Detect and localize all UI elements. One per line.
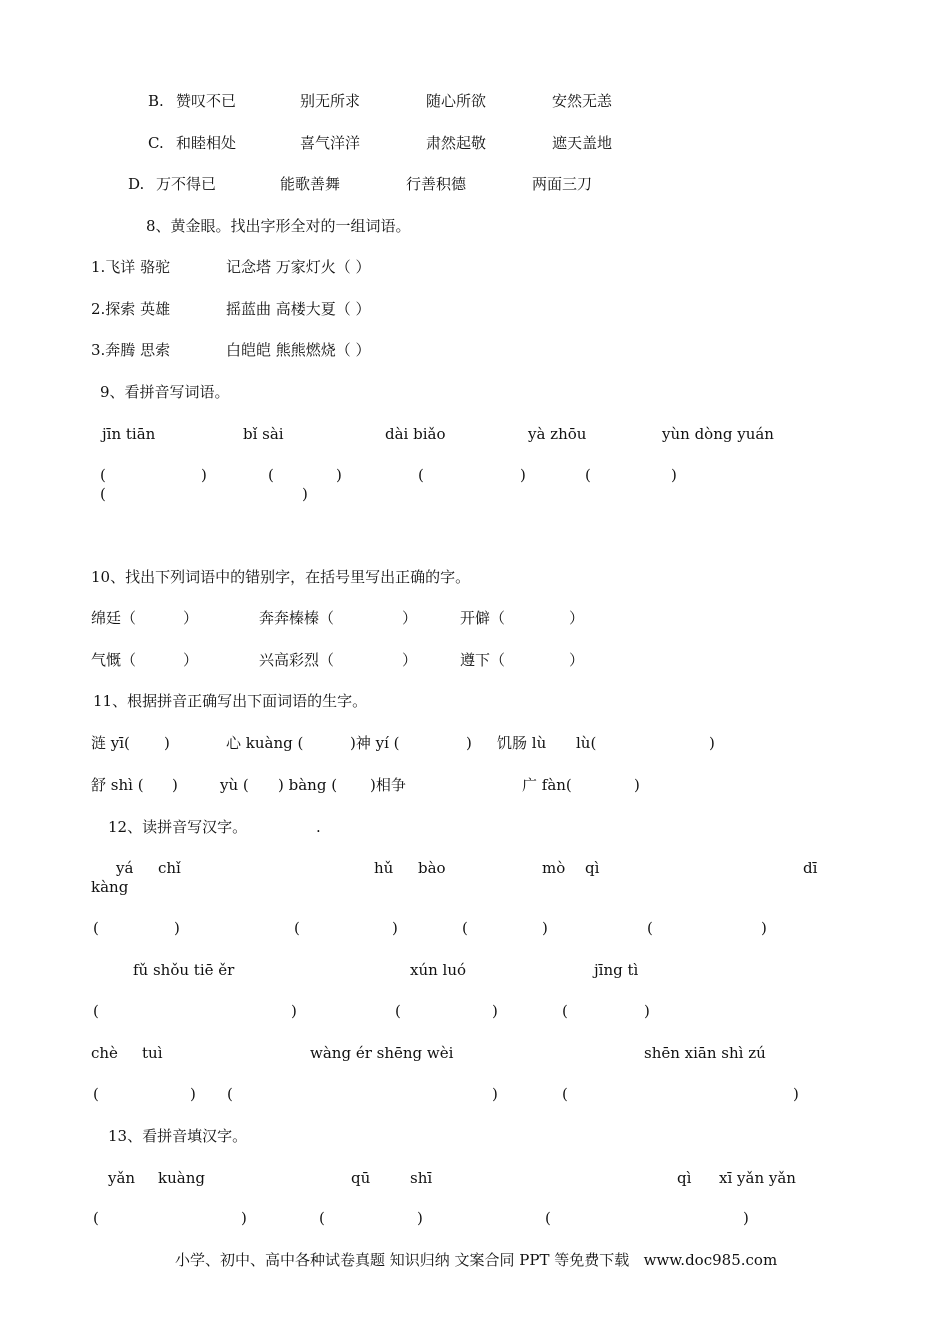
answer-close-bracket: ) — [164, 734, 170, 752]
option-word: 行善积德 — [406, 175, 467, 193]
answer-close-bracket: ) — [644, 1002, 650, 1020]
pinyin-label: qū — [351, 1169, 371, 1187]
answer-open-bracket: ( — [93, 1085, 99, 1103]
answer-close-bracket: ) — [793, 1085, 799, 1103]
option-word: 和睦相处 — [176, 134, 237, 152]
q8-row-2-words: 2.探索 英雄 — [91, 300, 171, 318]
answer-open-bracket: ( — [100, 485, 106, 503]
q10-item: 气慨（ — [91, 651, 137, 669]
option-word: 赞叹不已 — [176, 92, 237, 110]
answer-open-bracket: ( — [462, 919, 468, 937]
q10-item: 奔奔榛榛（ — [259, 609, 335, 627]
answer-close-bracket: ) — [520, 466, 526, 484]
pinyin-label: jīn tiān — [102, 425, 156, 443]
answer-open-bracket: ( — [93, 1002, 99, 1020]
answer-close-bracket: ) — [336, 466, 342, 484]
answer-close-bracket: ） — [402, 651, 418, 669]
q8-row-2-answer: 摇蓝曲 高楼大夏（ ） — [226, 300, 371, 318]
pinyin-label: shī — [410, 1169, 433, 1187]
answer-close-bracket: ) — [542, 919, 548, 937]
option-letter: D. — [128, 175, 145, 193]
answer-close-bracket: ） — [183, 651, 199, 669]
answer-open-bracket: ( — [93, 1209, 99, 1227]
q10-item: 开僻（ — [460, 609, 506, 627]
answer-close-bracket: ) — [190, 1085, 196, 1103]
pinyin-label: chǐ — [158, 859, 181, 877]
q11-item: 涟 yī( — [91, 734, 130, 752]
pinyin-label: yùn dòng yuán — [662, 425, 774, 443]
answer-close-bracket: ) — [743, 1209, 749, 1227]
answer-close-bracket: ) — [174, 919, 180, 937]
pinyin-label: yà zhōu — [528, 425, 587, 443]
q11-title: 11、根据拼音正确写出下面词语的生字。 — [93, 692, 368, 710]
q8-title: 8、黄金眼。找出字形全对的一组词语。 — [146, 217, 411, 235]
q11-item: )神 yí ( — [350, 734, 400, 752]
q11-item: yù ( — [220, 776, 249, 794]
q8-row-1-words: 1.飞详 骆驼 — [91, 258, 171, 276]
option-word: 遮天盖地 — [552, 134, 613, 152]
option-word: 别无所求 — [300, 92, 361, 110]
pinyin-label: chè — [91, 1044, 118, 1062]
q9-title: 9、看拼音写词语。 — [100, 383, 230, 401]
answer-close-bracket: ) — [291, 1002, 297, 1020]
q10-item: 兴高彩烈（ — [259, 651, 335, 669]
pinyin-label: jīng tì — [594, 961, 639, 979]
answer-close-bracket: ) — [466, 734, 472, 752]
answer-open-bracket: ( — [294, 919, 300, 937]
q10-item: 绵廷（ — [91, 609, 137, 627]
answer-close-bracket: ) — [201, 466, 207, 484]
answer-close-bracket: ) — [492, 1002, 498, 1020]
option-word: 肃然起敬 — [426, 134, 487, 152]
answer-close-bracket: ) — [241, 1209, 247, 1227]
answer-close-bracket: ) — [302, 485, 308, 503]
answer-open-bracket: ( — [562, 1085, 568, 1103]
q10-item: 遵下（ — [460, 651, 506, 669]
answer-open-bracket: ( — [395, 1002, 401, 1020]
option-word: 喜气洋洋 — [300, 134, 361, 152]
q11-item: )相争 — [370, 776, 406, 794]
pinyin-label: kuàng — [158, 1169, 205, 1187]
answer-open-bracket: ( — [227, 1085, 233, 1103]
q8-row-3-words: 3.奔腾 思索 — [91, 341, 171, 359]
page-footer: 小学、初中、高中各种试卷真题 知识归纳 文案合同 PPT 等免费下载 www.doc985.com — [175, 1251, 778, 1269]
q13-title: 13、看拼音填汉字。 — [108, 1127, 248, 1145]
answer-open-bracket: ( — [319, 1209, 325, 1227]
answer-close-bracket: ) — [172, 776, 178, 794]
q11-item: 心 kuàng ( — [226, 734, 304, 752]
pinyin-label: hǔ — [374, 859, 394, 877]
q8-row-1-answer: 记念塔 万家灯火（ ） — [226, 258, 371, 276]
pinyin-label: wàng ér shēng wèi — [310, 1044, 454, 1062]
answer-open-bracket: ( — [562, 1002, 568, 1020]
answer-close-bracket: ) — [761, 919, 767, 937]
pinyin-label: dī — [803, 859, 818, 877]
answer-open-bracket: ( — [647, 919, 653, 937]
answer-open-bracket: ( — [585, 466, 591, 484]
pinyin-label: yá — [116, 859, 134, 877]
q12-title: 12、读拼音写汉字。 — [108, 818, 248, 836]
pinyin-label: mò — [542, 859, 566, 877]
answer-open-bracket: ( — [418, 466, 424, 484]
answer-close-bracket: ） — [183, 609, 199, 627]
answer-close-bracket: ) — [709, 734, 715, 752]
pinyin-label: dài biǎo — [385, 425, 446, 443]
q11-item: 饥肠 lù — [497, 734, 547, 752]
answer-close-bracket: ) — [492, 1085, 498, 1103]
q8-row-3-answer: 白皑皑 熊熊燃烧（ ） — [226, 341, 371, 359]
q11-item: ) bàng ( — [278, 776, 338, 794]
answer-close-bracket: ) — [417, 1209, 423, 1227]
pinyin-label: yǎn — [108, 1169, 136, 1187]
option-word: 万不得已 — [156, 175, 217, 193]
answer-close-bracket: ） — [402, 609, 418, 627]
pinyin-label: kàng — [91, 878, 129, 896]
pinyin-label: bào — [418, 859, 446, 877]
q11-item: 舒 shì ( — [91, 776, 144, 794]
answer-close-bracket: ） — [569, 651, 585, 669]
answer-close-bracket: ) — [392, 919, 398, 937]
option-word: 能歌善舞 — [280, 175, 341, 193]
option-letter: C. — [148, 134, 164, 152]
answer-open-bracket: ( — [268, 466, 274, 484]
pinyin-label: xī yǎn yǎn — [719, 1169, 796, 1187]
q11-item: 广 fàn( — [522, 776, 572, 794]
q10-title: 10、找出下列词语中的错别字，在括号里写出正确的字。 — [91, 568, 471, 586]
pinyin-label: qì — [585, 859, 600, 877]
pinyin-label: tuì — [142, 1044, 163, 1062]
answer-close-bracket: ) — [634, 776, 640, 794]
pinyin-label: bǐ sài — [243, 425, 284, 443]
option-word: 随心所欲 — [426, 92, 487, 110]
pinyin-label: fǔ shǒu tiē ěr — [133, 961, 235, 979]
pinyin-label: shēn xiān shì zú — [644, 1044, 766, 1062]
answer-open-bracket: ( — [93, 919, 99, 937]
answer-close-bracket: ） — [569, 609, 585, 627]
answer-close-bracket: ) — [671, 466, 677, 484]
answer-open-bracket: ( — [545, 1209, 551, 1227]
q12-title-dot: . — [316, 818, 321, 836]
answer-open-bracket: ( — [100, 466, 106, 484]
pinyin-label: xún luó — [410, 961, 467, 979]
option-letter: B. — [148, 92, 164, 110]
pinyin-label: qì — [677, 1169, 692, 1187]
option-word: 安然无恙 — [552, 92, 613, 110]
q11-item: lù( — [576, 734, 597, 752]
option-word: 两面三刀 — [532, 175, 593, 193]
